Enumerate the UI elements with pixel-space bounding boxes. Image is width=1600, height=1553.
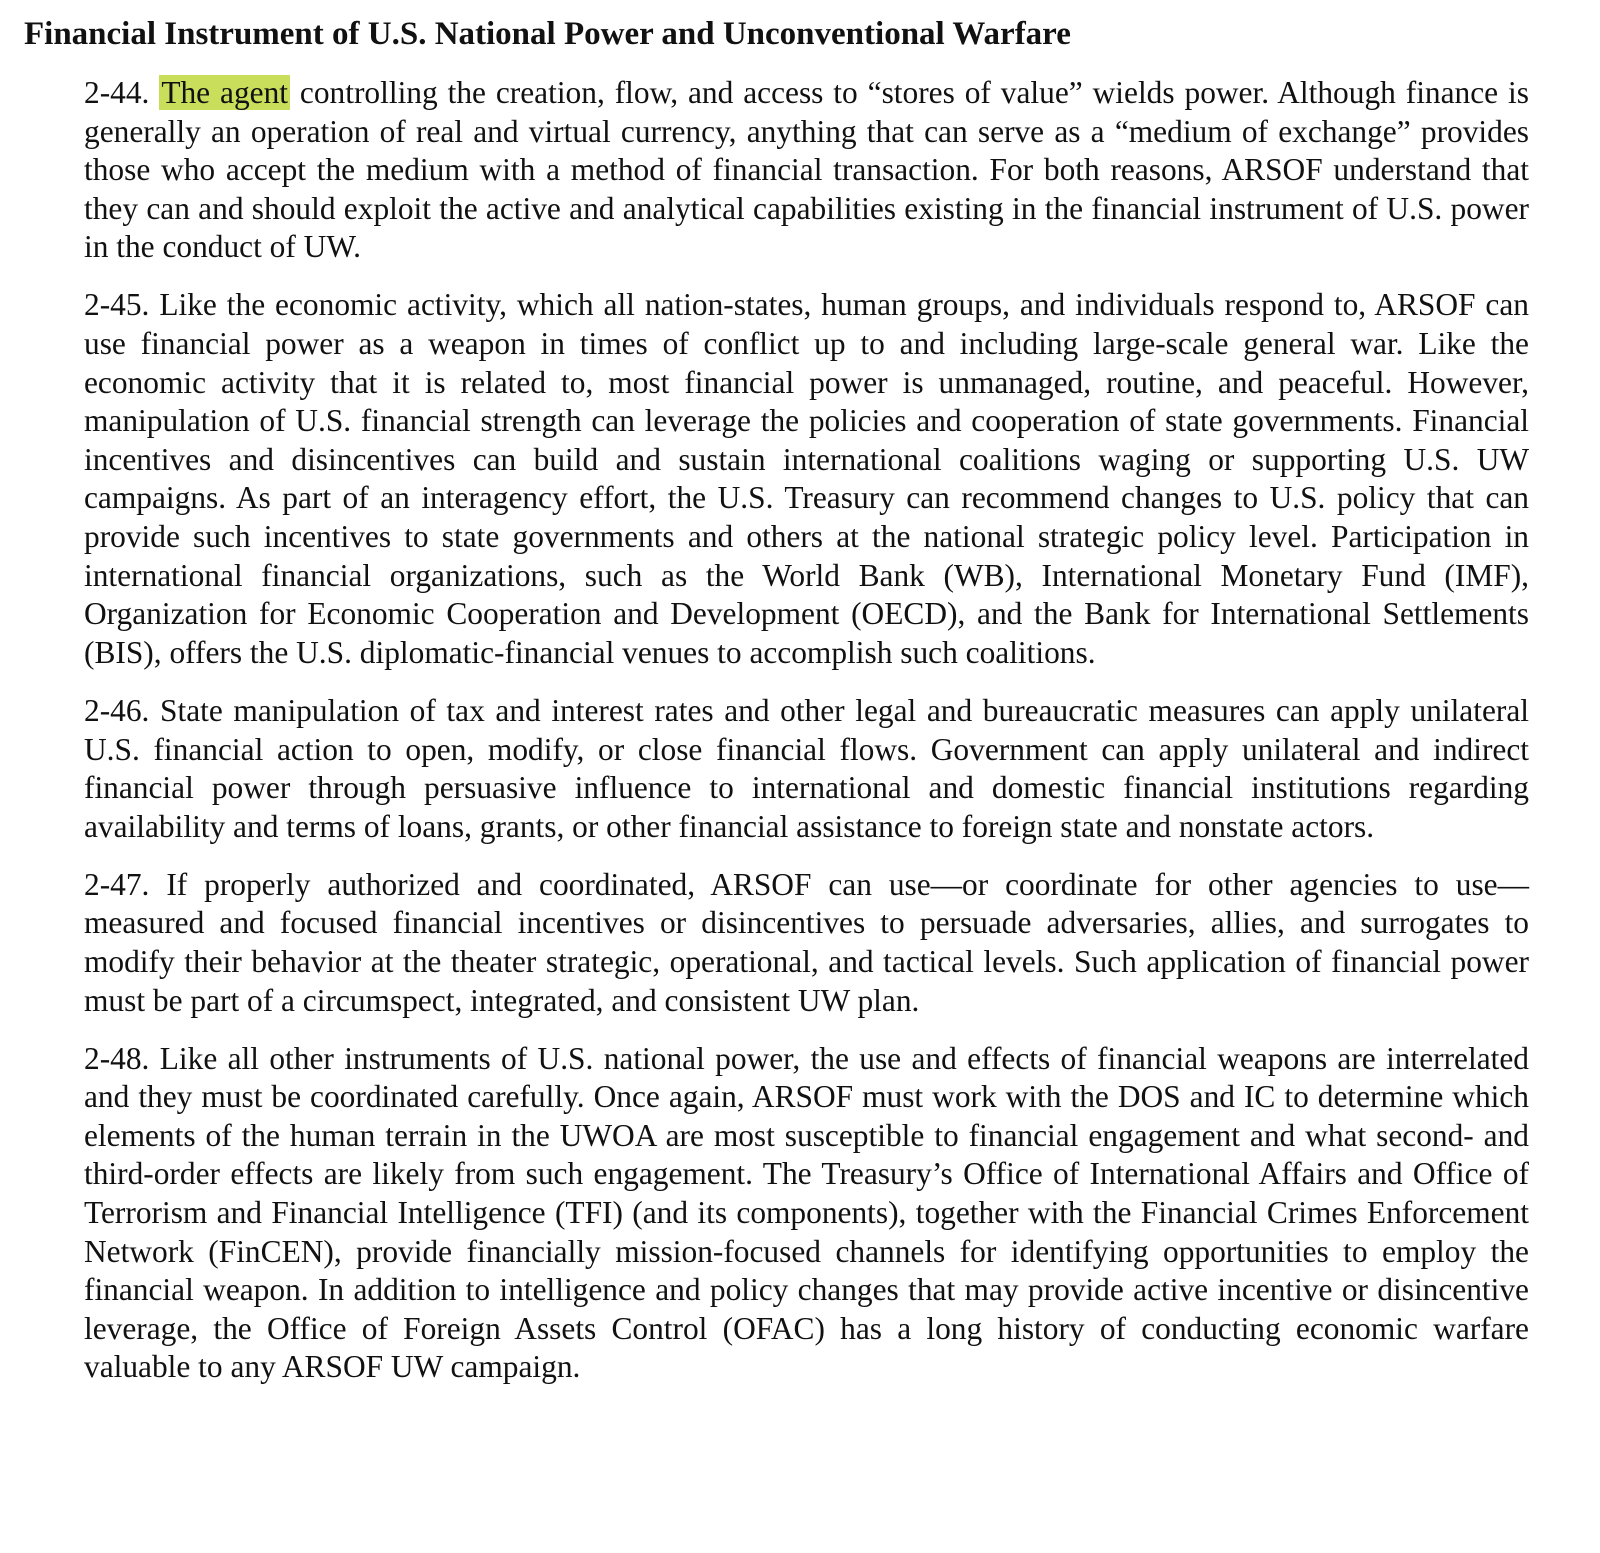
paragraph-text: controlling the creation, flow, and access to “stores of value” wields power. Although finance is generally an operation of real and virtual currency, anything that can serve as a “medium of exchange” provides those who accept the medium with a method of financial transaction. For both reasons, ARSOF understand that they can and should exploit the active and analytical capabilities existing in the financial instrument of U.S. power in the conduct of UW. (84, 75, 1529, 265)
paragraph-text: State manipulation of tax and interest rates and other legal and bureaucratic measures can apply unilateral U.S. financial action to open, modify, or close financial flows. Government can apply unilateral and indirect financial power through persuasive influence to international and domestic financial institutions regarding availability and terms of loans, grants, or other financial assistance to foreign state and nonstate actors. (84, 692, 1529, 844)
paragraph-number: 2-46. (84, 692, 150, 728)
paragraph-text: Like the economic activity, which all nation-states, human groups, and individuals respond to, ARSOF can use financial power as a weapon in times of conflict up to and including large-scale general war. Like the economic activity that it is related to, most financial power is unmanaged, routine, and peaceful. However, manipulation of U.S. financial strength can leverage the policies and cooperation of state governments. Financial incentives and disincentives can build and sustain international coalitions waging or supporting U.S. UW campaigns. As part of an interagency effort, the U.S. Treasury can recommend changes to U.S. policy that can provide such incentives to state governments and others at the national strategic policy level. Participation in international financial organizations, such as the World Bank (WB), International Monetary Fund (IMF), Organization for Economic Cooperation and Development (OECD), and the Bank for International Settlements (BIS), offers the U.S. diplomatic-financial venues to accomplish such coalitions. (84, 287, 1529, 670)
paragraph-2-44 (84, 74, 1529, 267)
highlighted-text: The agent (161, 75, 289, 110)
paragraph-2-47 (84, 866, 1529, 1020)
paragraph-2-45 (84, 286, 1529, 672)
paragraph-text: If properly authorized and coordinated, ARSOF can use—or coordinate for other agencies to use— measured and focused financial incentives or disincentives to persuade adversaries, allies, and surrogates to modify their behavior at the theater strategic, operational, and tactical levels. Such application of financial power must be part of a circumspect, integrated, and consistent UW plan. (84, 866, 1529, 1018)
paragraph-number: 2-48. (84, 1040, 150, 1076)
paragraph-2-48 (84, 1040, 1529, 1387)
paragraph-text: Like all other instruments of U.S. national power, the use and effects of financial weapons are interrelated and they must be coordinated carefully. Once again, ARSOF must work with the DOS and IC to determine which elements of the human terrain in the UWOA are most susceptible to financial engagement and what second- and third-order effects are likely from such engagement. The Treasury’s Office of International Affairs and Office of Terrorism and Financial Intelligence (TFI) (and its components), together with the Financial Crimes Enforcement Network (FinCEN), provide financially mission-focused channels for identifying opportunities to employ the financial weapon. In addition to intelligence and policy changes that may provide active incentive or disincentive leverage, the Office of Foreign Assets Control (OFAC) has a long history of conducting economic warfare valuable to any ARSOF UW campaign. (84, 1040, 1529, 1385)
paragraph-2-46 (84, 692, 1529, 846)
paragraph-number: 2-45. (84, 287, 150, 323)
paragraph-number: 2-47. (84, 866, 150, 902)
section-heading: Financial Instrument of U.S. National Power and Unconventional Warfare (24, 16, 1071, 52)
paragraph-number: 2-44. (84, 75, 150, 110)
section-body (84, 74, 1529, 1387)
